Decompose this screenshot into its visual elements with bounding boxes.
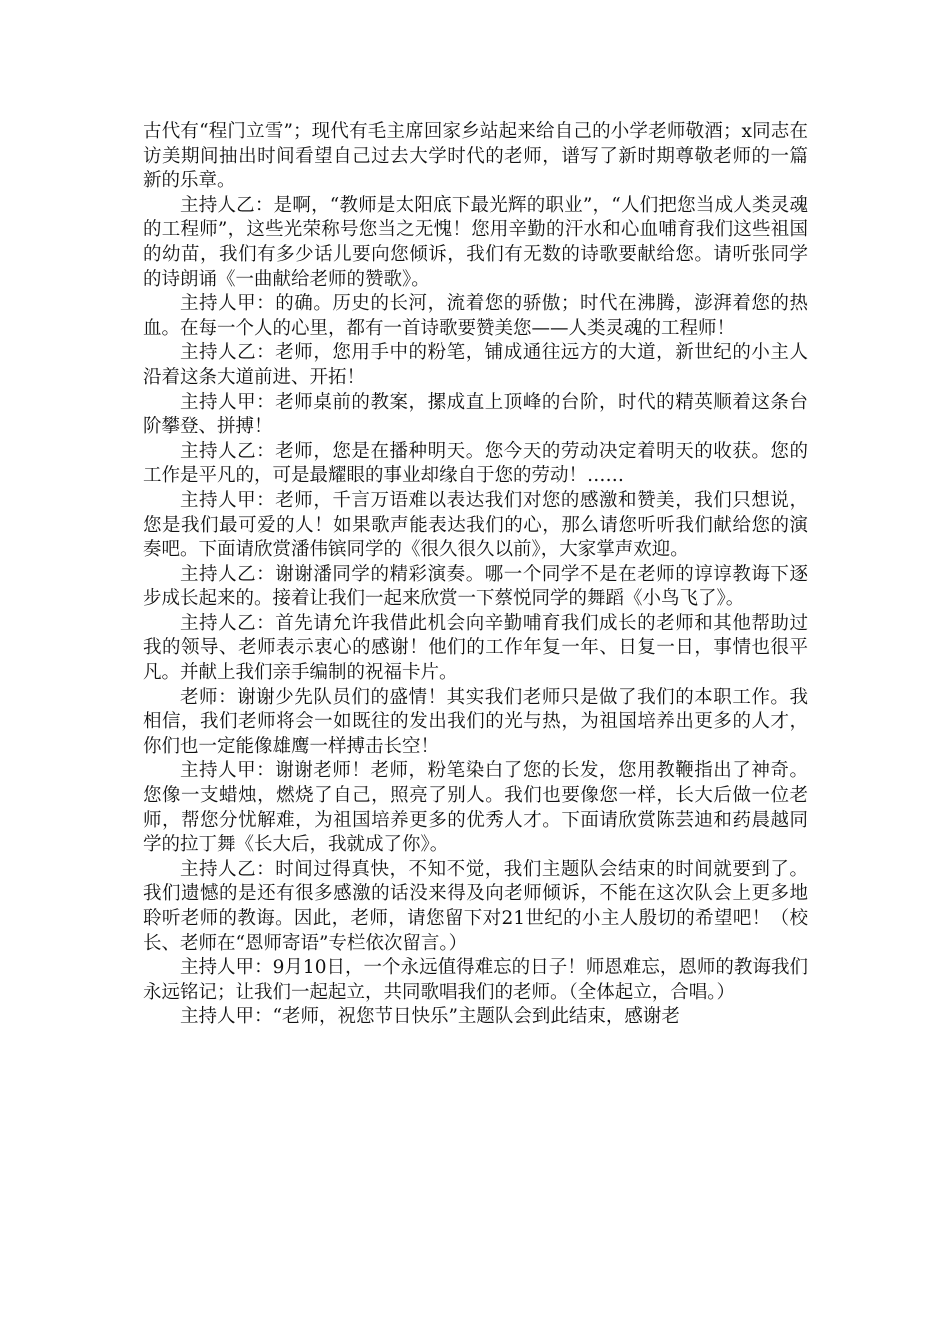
speaker-label: 主持人乙： [180,563,276,585]
paragraph-text: 老师，您是在播种明天。您今天的劳动决定着明天的收获。您的工作是平凡的，可是最耀眼的事业却缘自于您的劳动！…… [143,440,808,487]
paragraph-8 [143,563,808,612]
speaker-label: 老师： [180,686,238,708]
speaker-label: 主持人甲： [180,1006,273,1028]
paragraph-3 [143,292,808,341]
paragraph-text: “老师，祝您节日快乐”主题队会到此结束，感谢老 [272,1006,680,1028]
speaker-label: 主持人甲： [180,489,276,511]
paragraph-text: 谢谢老师！老师，粉笔染白了您的长发，您用教鞭指出了神奇。您像一支蜡烛，燃烧了自己，照亮了别人。我们也要像您一样，长大后做一位老师，帮您分忧解难，为祖国培养更多的优秀人才。下面请欣赏陈芸迪和药晨越同学的拉丁舞《长大后，我就成了你》。 [143,760,808,856]
paragraph-text: 老师桌前的教案，摞成直上顶峰的台阶，时代的精英顺着这条台阶攀登、拼搏！ [143,391,808,438]
paragraph-10 [143,686,808,760]
paragraph-text: 时间过得真快，不知不觉，我们主题队会结束的时间就要到了。我们遗憾的是还有很多感激的话没来得及向老师倾诉，不能在这次队会上更多地聆听老师的教诲。因此，老师，请您留下对21世纪的小主人殷切的希望吧！（校长、老师在“恩师寄语”专栏依次留言。） [143,858,808,954]
speaker-label: 主持人甲： [180,391,276,413]
speaker-label: 主持人甲： [180,293,276,315]
paragraph-9 [143,612,808,686]
paragraph-text: 老师，千言万语难以表达我们对您的感激和赞美，我们只想说，您是我们最可爱的人！如果歌声能表达我们的心，那么请您听听我们献给您的演奏吧。下面请欣赏潘伟镔同学的《很久很久以前》，大家掌声欢迎。 [143,489,808,561]
speaker-label: 主持人乙： [180,194,274,216]
paragraph-text: 的确。历史的长河，流着您的骄傲；时代在沸腾，澎湃着您的热血。在每一个人的心里，都有一首诗歌要赞美您——人类灵魂的工程师！ [143,293,808,339]
speaker-label: 主持人乙： [180,342,276,364]
paragraph-12 [143,858,808,956]
paragraph-1 [143,120,808,194]
speaker-label: 主持人甲： [180,760,276,782]
paragraph-text: 9月10日，一个永远值得难忘的日子！师恩难忘，恩师的教诲我们永远铭记；让我们一起起立，共同歌唱我们的老师。（全体起立，合唱。） [143,957,808,1003]
paragraph-14 [143,1005,808,1030]
paragraph-text: 古代有“程门立雪”；现代有毛主席回家乡站起来给自己的小学老师敬酒；x同志在访美期间抽出时间看望自己过去大学时代的老师，谱写了新时期尊敬老师的一篇新的乐章。 [143,121,808,192]
paragraph-text: 谢谢少先队员们的盛情！其实我们老师只是做了我们的本职工作。我相信，我们老师将会一如既往的发出我们的光与热，为祖国培养出更多的人才，你们也一定能像雄鹰一样搏击长空！ [143,686,808,757]
paragraph-text: 谢谢潘同学的精彩演奏。哪一个同学不是在老师的谆谆教诲下逐步成长起来的。接着让我们一起来欣赏一下蔡悦同学的舞蹈《小鸟飞了》。 [143,563,808,610]
paragraph-6 [143,440,808,489]
paragraph-11 [143,759,808,857]
paragraph-text: 是啊，“教师是太阳底下最光辉的职业”，“人们把您当成人类灵魂的工程师”，这些光荣称号您当之无愧！您用辛勤的汗水和心血哺育我们这些祖国的幼苗，我们有多少话儿要向您倾诉，我们有无数的诗歌要献给您。请听张同学的诗朗诵《一曲献给老师的赞歌》。 [143,194,808,290]
paragraph-text: 老师，您用手中的粉笔，铺成通往远方的大道，新世纪的小主人沿着这条大道前进、开拓！ [143,342,808,388]
paragraph-5 [143,391,808,440]
paragraph-2 [143,194,808,292]
speaker-label: 主持人甲： [180,957,273,979]
document-page [143,120,808,1030]
speaker-label: 主持人乙： [180,612,276,634]
speaker-label: 主持人乙： [180,858,276,880]
paragraph-13 [143,956,808,1005]
speaker-label: 主持人乙： [180,440,276,462]
paragraph-text: 首先请允许我借此机会向辛勤哺育我们成长的老师和其他帮助过我的领导、老师表示衷心的感谢！他们的工作年复一年、日复一日，事情也很平凡。并献上我们亲手编制的祝福卡片。 [143,612,808,684]
paragraph-4 [143,341,808,390]
paragraph-7 [143,489,808,563]
